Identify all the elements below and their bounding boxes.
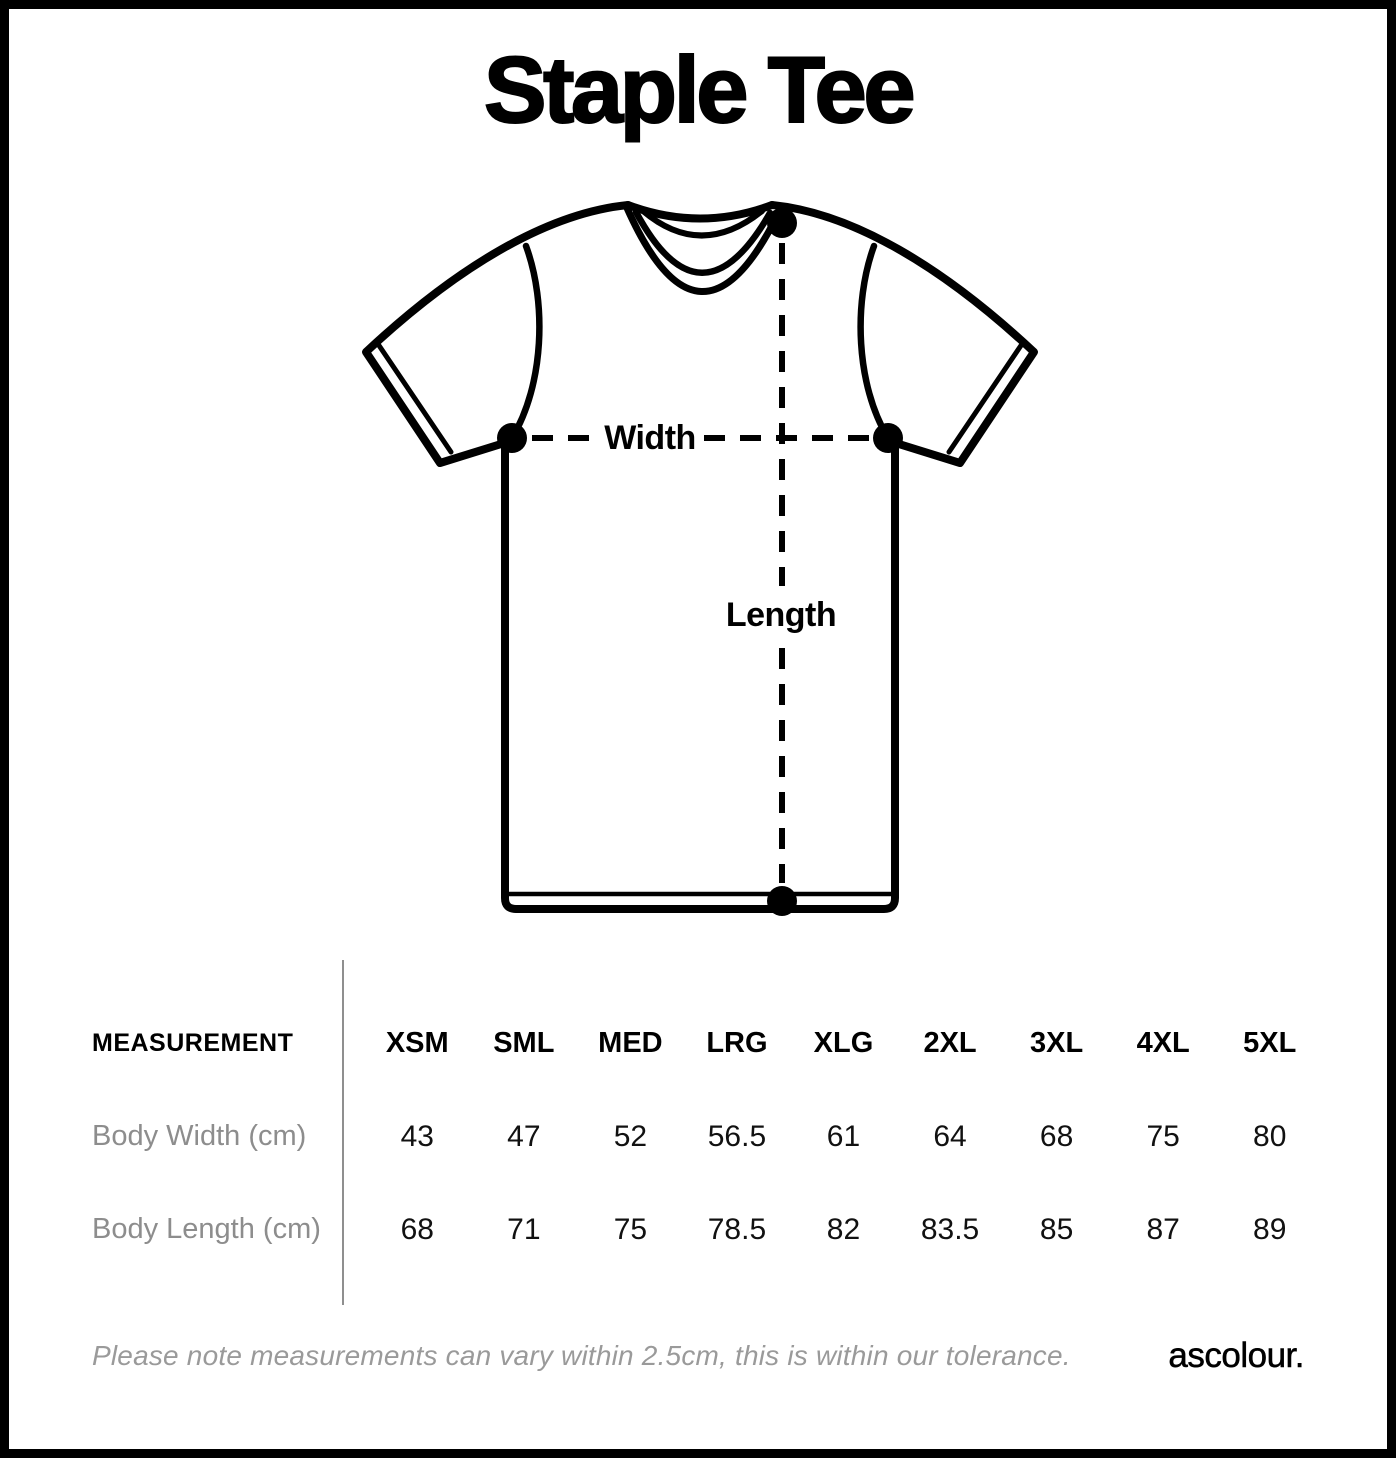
tshirt-right-armhole-seam (861, 246, 888, 438)
left-armpit-anchor-dot (497, 423, 527, 453)
body-length-value-med: 75 (613, 1212, 648, 1246)
size-column-header-med: MED (598, 1027, 663, 1059)
row-label-body-width: Body Width (cm) (92, 1120, 307, 1152)
body-width-value-2xl: 64 (933, 1119, 967, 1153)
body-width-value-med: 52 (613, 1119, 648, 1153)
body-length-value-xlg: 82 (826, 1212, 861, 1246)
page-title: Staple Tee (483, 37, 913, 142)
row-label-body-length: Body Length (cm) (92, 1213, 321, 1245)
body-length-value-2xl: 83.5 (920, 1212, 980, 1246)
body-length-value-xsm: 68 (400, 1212, 434, 1246)
width-dimension-label: Width (604, 419, 696, 457)
body-length-value-3xl: 85 (1039, 1212, 1074, 1246)
measurement-column-header: MEASUREMENT (92, 1029, 294, 1057)
body-width-value-xlg: 61 (826, 1119, 861, 1153)
size-column-header-3xl: 3XL (1030, 1027, 1084, 1059)
size-column-header-4xl: 4XL (1136, 1027, 1190, 1059)
body-length-value-sml: 71 (507, 1212, 541, 1246)
hem-anchor-dot (767, 886, 797, 916)
tshirt-body-outline (505, 438, 895, 909)
tshirt-left-sleeve-outline (366, 205, 628, 463)
size-column-header-5xl: 5XL (1243, 1027, 1297, 1059)
right-armpit-anchor-dot (873, 423, 903, 453)
size-column-header-sml: SML (493, 1027, 555, 1059)
body-width-value-xsm: 43 (400, 1119, 434, 1153)
brand-logo: ascolour. (1168, 1336, 1304, 1375)
footer (92, 1330, 1304, 1382)
body-width-value-4xl: 75 (1146, 1119, 1180, 1153)
tshirt-left-cuff-band (378, 344, 451, 452)
body-width-value-sml: 47 (507, 1119, 541, 1153)
size-table (60, 997, 1323, 1276)
size-column-header-xlg: XLG (813, 1027, 874, 1059)
tshirt-left-armhole-seam (512, 246, 539, 438)
body-width-value-5xl: 80 (1253, 1119, 1287, 1153)
tshirt-right-cuff-band (949, 344, 1022, 452)
body-width-value-3xl: 68 (1039, 1119, 1074, 1153)
size-column-header-lrg: LRG (706, 1027, 768, 1059)
neck-anchor-dot (767, 208, 797, 238)
length-dimension-label: Length (725, 596, 837, 634)
body-width-value-lrg: 56.5 (707, 1119, 767, 1153)
size-column-header-xsm: XSM (385, 1027, 449, 1059)
body-length-value-4xl: 87 (1146, 1212, 1180, 1246)
body-length-value-lrg: 78.5 (707, 1212, 767, 1246)
tshirt-right-sleeve-outline (772, 205, 1034, 463)
body-length-value-5xl: 89 (1253, 1212, 1287, 1246)
tolerance-note: Please note measurements can vary within 2.5cm, this is within our tolerance. (92, 1340, 1071, 1371)
size-column-header-2xl: 2XL (923, 1027, 977, 1059)
